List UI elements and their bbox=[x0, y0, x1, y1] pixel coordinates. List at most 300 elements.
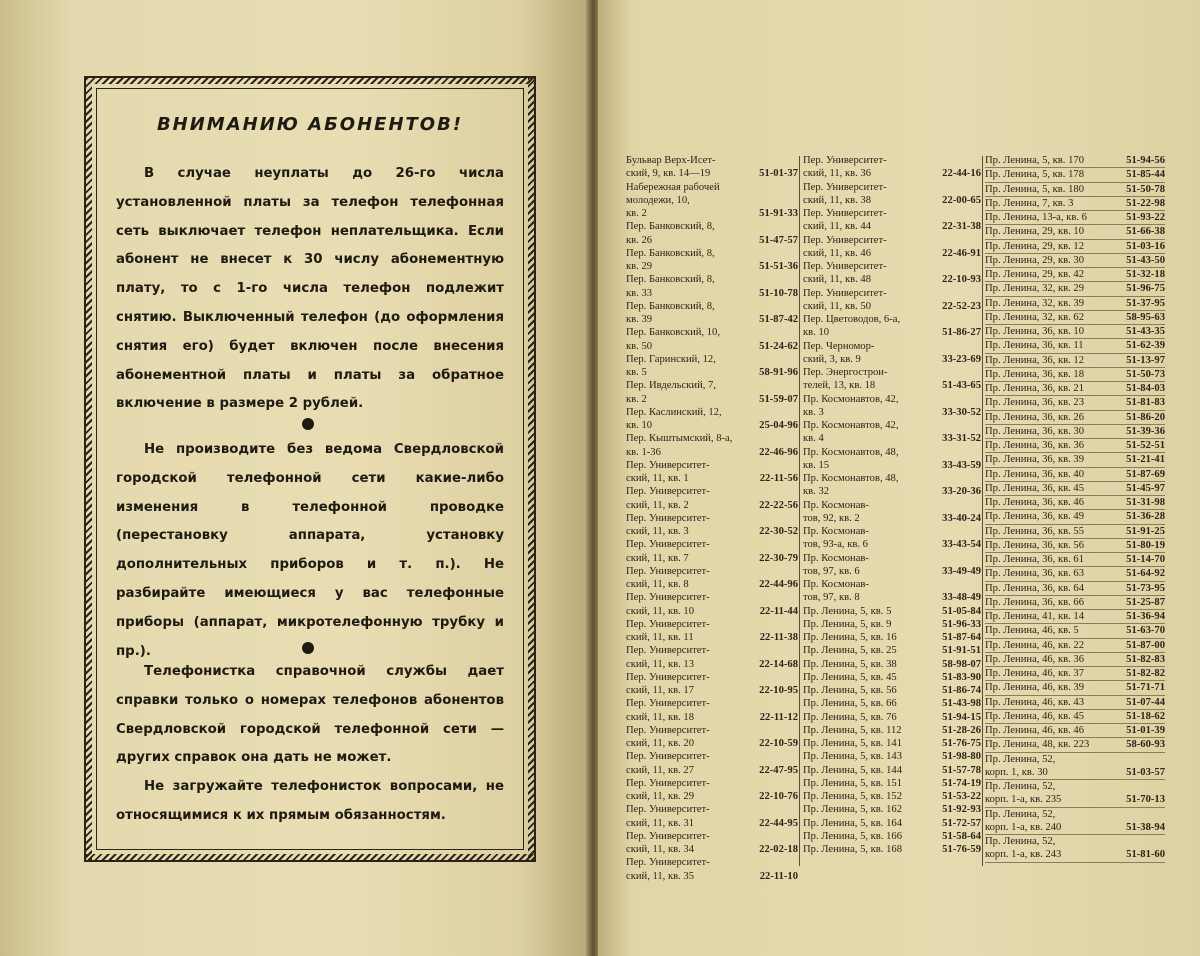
entry-phone-number: 51-94-56 bbox=[1126, 155, 1165, 166]
entry-address: Пр. Ленина, 5, кв. 152 bbox=[803, 791, 902, 802]
entry-address: Пр. Ленина, 52, корп. 1-а, кв. 240 bbox=[985, 808, 1062, 833]
entry-address: Пр. Ленина, 36, кв. 61 bbox=[985, 554, 1084, 565]
directory-entry bbox=[985, 696, 1165, 710]
entry-phone-number: 22-10-76 bbox=[759, 791, 798, 802]
notice-paragraph-operators: Не загружайте телефонисток вопросами, не относящимися к их прямым обязанностям. bbox=[116, 779, 504, 823]
entry-phone-number: 51-82-83 bbox=[1126, 653, 1165, 665]
directory-column-3 bbox=[985, 154, 1165, 863]
entry-phone-number: 51-39-36 bbox=[1126, 425, 1165, 437]
entry-address: Пр. Ленина, 36, кв. 36 bbox=[985, 440, 1084, 451]
directory-entry bbox=[626, 644, 798, 671]
entry-phone-number: 51-82-82 bbox=[1126, 668, 1165, 679]
entry-phone-number: 58-60-93 bbox=[1126, 739, 1165, 751]
entry-address: Пр. Ленина, 5, кв. 151 bbox=[803, 777, 902, 789]
directory-entry bbox=[985, 425, 1165, 439]
directory-entry bbox=[985, 510, 1165, 524]
entry-address: Пр. Ленина, 5, кв. 141 bbox=[803, 738, 902, 749]
directory-entry bbox=[985, 411, 1165, 425]
directory-entry bbox=[626, 803, 798, 830]
directory-entry bbox=[985, 724, 1165, 738]
directory-entry bbox=[803, 764, 981, 777]
entry-address: Пр. Ленина, 52, корп. 1-а, кв. 243 bbox=[985, 836, 1062, 861]
border-ornament-right bbox=[528, 78, 534, 860]
directory-entry bbox=[626, 247, 798, 274]
entry-address: Пр. Ленина, 32, кв. 29 bbox=[985, 283, 1084, 295]
directory-entry bbox=[803, 419, 981, 446]
entry-address: Пр. Ленина, 5, кв. 144 bbox=[803, 764, 902, 776]
notice-paragraph-payment: В случае неуплаты до 26-го числа установленной платы за телефон телефонная сеть выключает телефон неплательщика. Если абонент не внесет к 30 числу абонементную плату, то с 1-го числа телефон подлежит снятию. Выключенный телефон (до оформления снятия его) будет включен после внесения абонементной платы и платы за обратное включение в размере 2 рублей. bbox=[116, 166, 504, 412]
entry-phone-number: 51-76-75 bbox=[942, 738, 981, 749]
entry-address: Пр. Ленина, 46, кв. 36 bbox=[985, 653, 1084, 665]
entry-address: Пер. Университет- ский, 11, кв. 18 bbox=[626, 698, 710, 723]
directory-column-1 bbox=[626, 154, 798, 883]
directory-entry bbox=[985, 311, 1165, 325]
entry-address: Пр. Ленина, 29, кв. 10 bbox=[985, 226, 1084, 238]
directory-entry bbox=[803, 644, 981, 657]
entry-address: Пер. Банковский, 8, кв. 33 bbox=[626, 274, 715, 299]
directory-entry bbox=[985, 553, 1165, 567]
entry-phone-number: 22-11-44 bbox=[759, 605, 798, 617]
entry-phone-number: 22-10-95 bbox=[759, 685, 798, 696]
column-divider bbox=[799, 156, 800, 866]
entry-address: Пер. Университет- ский, 11, кв. 27 bbox=[626, 751, 710, 776]
entry-address: Пр. Ленина, 5, кв. 168 bbox=[803, 844, 902, 855]
entry-phone-number: 51-85-44 bbox=[1126, 169, 1165, 181]
entry-phone-number: 33-48-49 bbox=[942, 592, 981, 604]
entry-address: Пр. Ленина, 36, кв. 55 bbox=[985, 525, 1084, 537]
entry-address: Пр. Ленина, 52, корп. 1-а, кв. 235 bbox=[985, 781, 1062, 806]
entry-phone-number: 51-93-22 bbox=[1126, 212, 1165, 223]
directory-entry bbox=[985, 567, 1165, 581]
entry-address: Пер. Банковский, 10, кв. 50 bbox=[626, 327, 720, 352]
entry-address: Пр. Ленина, 5, кв. 45 bbox=[803, 671, 897, 683]
directory-entry bbox=[626, 856, 798, 883]
entry-address: Пр. Ленина, 5, кв. 180 bbox=[985, 183, 1084, 195]
entry-phone-number: 51-63-70 bbox=[1126, 625, 1165, 637]
directory-entry bbox=[985, 808, 1165, 836]
entry-phone-number: 51-10-78 bbox=[759, 287, 798, 299]
directory-entry bbox=[803, 234, 981, 261]
entry-phone-number: 22-14-68 bbox=[759, 658, 798, 670]
entry-phone-number: 51-43-50 bbox=[1126, 254, 1165, 266]
entry-phone-number: 22-30-52 bbox=[759, 526, 798, 537]
directory-entry bbox=[803, 618, 981, 631]
directory-entry bbox=[626, 671, 798, 698]
directory-entry bbox=[803, 207, 981, 234]
entry-phone-number: 51-03-57 bbox=[1126, 766, 1165, 778]
entry-address: Пер. Университет- ский, 11, кв. 10 bbox=[626, 592, 710, 617]
entry-phone-number: 51-07-44 bbox=[1126, 696, 1165, 708]
entry-phone-number: 51-47-57 bbox=[759, 234, 798, 246]
entry-address: Пер. Университет- ский, 11, кв. 7 bbox=[626, 539, 710, 564]
entry-address: Пер. Университет- ский, 11, кв. 36 bbox=[803, 155, 887, 180]
entry-address: Пер. Университет- ский, 11, кв. 11 bbox=[626, 618, 710, 643]
directory-entry bbox=[803, 525, 981, 552]
directory-entry bbox=[985, 780, 1165, 808]
entry-phone-number: 22-44-95 bbox=[759, 817, 798, 829]
entry-address: Пр. Космонав- тов, 92, кв. 2 bbox=[803, 499, 869, 524]
notice-paragraph-inquiry: Телефонистка справочной службы дает справки только о номерах телефонов абонентов Свердловской городской телефонной сети — других справок она дать не может. bbox=[116, 664, 504, 766]
entry-address: Пер. Гаринский, 12, кв. 5 bbox=[626, 353, 716, 378]
entry-address: Пр. Ленина, 32, кв. 39 bbox=[985, 297, 1084, 309]
directory-entry bbox=[626, 154, 798, 181]
directory-entry bbox=[985, 382, 1165, 396]
directory-entry bbox=[985, 525, 1165, 539]
entry-phone-number: 51-58-64 bbox=[942, 830, 981, 842]
entry-phone-number: 51-84-03 bbox=[1126, 383, 1165, 394]
entry-address: Пер. Каслинский, 12, кв. 10 bbox=[626, 406, 722, 431]
bullet-dot-icon bbox=[302, 418, 314, 430]
entry-address: Пр. Ленина, 48, кв. 223 bbox=[985, 739, 1090, 751]
entry-phone-number: 51-05-84 bbox=[942, 605, 981, 617]
directory-entry bbox=[626, 220, 798, 247]
entry-address: Пер. Университет- ский, 11, кв. 1 bbox=[626, 459, 710, 484]
directory-entry bbox=[803, 366, 981, 393]
directory-entry bbox=[985, 325, 1165, 339]
entry-phone-number: 51-62-39 bbox=[1126, 340, 1165, 352]
directory-entry bbox=[985, 482, 1165, 496]
entry-address: Бульвар Верх-Исет- ский, 9, кв. 14—19 bbox=[626, 155, 716, 180]
entry-address: Пр. Ленина, 5, кв. 16 bbox=[803, 632, 897, 643]
entry-phone-number: 51-31-98 bbox=[1126, 497, 1165, 508]
entry-phone-number: 33-49-49 bbox=[942, 565, 981, 577]
entry-address: Пр. Ленина, 36, кв. 26 bbox=[985, 411, 1084, 423]
entry-phone-number: 33-30-52 bbox=[942, 406, 981, 418]
entry-phone-number: 22-31-38 bbox=[942, 221, 981, 233]
entry-address: Пер. Университет- ский, 11, кв. 8 bbox=[626, 565, 710, 590]
directory-entry bbox=[985, 268, 1165, 282]
directory-entry bbox=[803, 750, 981, 763]
entry-phone-number: 51-91-51 bbox=[942, 645, 981, 657]
entry-address: Пр. Космонав- тов, 93-а, кв. 6 bbox=[803, 526, 869, 551]
entry-address: Пр. Ленина, 5, кв. 25 bbox=[803, 645, 897, 657]
entry-phone-number: 51-73-95 bbox=[1126, 582, 1165, 594]
entry-address: Пер. Университет- ский, 11, кв. 20 bbox=[626, 724, 710, 749]
directory-entry bbox=[985, 468, 1165, 482]
entry-phone-number: 51-43-35 bbox=[1126, 326, 1165, 337]
entry-phone-number: 51-76-59 bbox=[942, 844, 981, 855]
entry-phone-number: 51-96-75 bbox=[1126, 283, 1165, 295]
entry-address: Пер. Университет- ский, 11, кв. 48 bbox=[803, 261, 887, 286]
entry-address: Пер. Банковский, 8, кв. 39 bbox=[626, 300, 715, 325]
entry-address: Пр. Ленина, 36, кв. 63 bbox=[985, 568, 1084, 580]
entry-address: Пр. Ленина, 46, кв. 39 bbox=[985, 682, 1084, 694]
entry-address: Пер. Цветоводов, 6-а, кв. 10 bbox=[803, 314, 901, 339]
entry-address: Пр. Ленина, 36, кв. 64 bbox=[985, 582, 1084, 594]
notice-paragraph-wiring: Не производите без ведома Свердловской городской телефонной сети какие-либо изменения в телефонной проводке (перестановку аппарата, установку дополнительных приборов и т. п.). Не разбирайте имеющиеся у вас телефонные приборы (аппарат, микротелефонную трубку и пр.). bbox=[116, 442, 504, 659]
entry-phone-number: 22-10-93 bbox=[942, 274, 981, 286]
entry-address: Пр. Ленина, 29, кв. 12 bbox=[985, 240, 1084, 252]
entry-phone-number: 51-86-20 bbox=[1126, 411, 1165, 423]
directory-entry bbox=[803, 340, 981, 367]
entry-address: Пр. Ленина, 46, кв. 22 bbox=[985, 639, 1084, 651]
entry-phone-number: 25-04-96 bbox=[759, 420, 798, 431]
border-ornament-bottom bbox=[86, 854, 534, 860]
entry-phone-number: 51-18-62 bbox=[1126, 710, 1165, 722]
entry-address: Пр. Ленина, 36, кв. 45 bbox=[985, 482, 1084, 494]
entry-phone-number: 51-43-98 bbox=[942, 698, 981, 710]
entry-phone-number: 51-81-60 bbox=[1126, 849, 1165, 861]
entry-phone-number: 51-36-94 bbox=[1126, 611, 1165, 622]
entry-address: Пр. Ленина, 46, кв. 46 bbox=[985, 725, 1084, 736]
entry-phone-number: 33-43-59 bbox=[942, 459, 981, 471]
entry-address: Пер. Университет- ский, 11, кв. 46 bbox=[803, 234, 887, 259]
entry-phone-number: 22-47-95 bbox=[759, 764, 798, 776]
entry-address: Пр. Ленина, 36, кв. 49 bbox=[985, 511, 1084, 523]
entry-address: Пр. Ленина, 32, кв. 62 bbox=[985, 311, 1084, 323]
entry-address: Пр. Ленина, 46, кв. 45 bbox=[985, 710, 1084, 722]
directory-entry bbox=[803, 605, 981, 618]
directory-entry bbox=[626, 830, 798, 857]
entry-phone-number: 51-51-36 bbox=[759, 261, 798, 272]
entry-phone-number: 22-10-59 bbox=[759, 738, 798, 749]
entry-phone-number: 33-31-52 bbox=[942, 433, 981, 445]
notice-title: ВНИМАНИЮ АБОНЕНТОВ! bbox=[156, 114, 464, 135]
entry-address: Пр. Ленина, 29, кв. 30 bbox=[985, 254, 1084, 266]
entry-phone-number: 51-72-57 bbox=[942, 817, 981, 829]
entry-address: Пр. Ленина, 36, кв. 21 bbox=[985, 383, 1084, 394]
entry-address: Пер. Энергострои- телей, 13, кв. 18 bbox=[803, 367, 888, 392]
entry-phone-number: 33-20-36 bbox=[942, 486, 981, 498]
entry-phone-number: 22-30-79 bbox=[759, 552, 798, 564]
entry-phone-number: 22-11-56 bbox=[759, 473, 798, 484]
entry-phone-number: 51-03-16 bbox=[1126, 240, 1165, 252]
directory-entry bbox=[803, 181, 981, 208]
entry-phone-number: 51-24-62 bbox=[759, 340, 798, 352]
directory-entry bbox=[985, 240, 1165, 254]
entry-address: Пр. Ленина, 5, кв. 56 bbox=[803, 685, 897, 696]
directory-entry bbox=[803, 313, 981, 340]
directory-entry bbox=[985, 354, 1165, 368]
entry-address: Пр. Ленина, 5, кв. 5 bbox=[803, 605, 892, 617]
entry-address: Пр. Ленина, 5, кв. 170 bbox=[985, 155, 1084, 166]
directory-entry bbox=[985, 197, 1165, 211]
directory-entry bbox=[985, 225, 1165, 239]
entry-phone-number: 22-00-65 bbox=[942, 194, 981, 206]
entry-address: Пр. Ленина, 5, кв. 112 bbox=[803, 724, 902, 736]
entry-phone-number: 22-11-38 bbox=[759, 632, 798, 643]
entry-address: Пр. Космонавтов, 48, кв. 32 bbox=[803, 473, 899, 498]
entry-phone-number: 51-91-33 bbox=[759, 208, 798, 219]
directory-entry bbox=[803, 552, 981, 579]
directory-entry bbox=[985, 211, 1165, 225]
entry-address: Пр. Ленина, 5, кв. 38 bbox=[803, 658, 897, 670]
entry-address: Пр. Ленина, 36, кв. 23 bbox=[985, 397, 1084, 409]
entry-phone-number: 51-28-26 bbox=[942, 724, 981, 736]
directory-entry bbox=[803, 154, 981, 181]
entry-address: Пер. Ивдельский, 7, кв. 2 bbox=[626, 380, 716, 405]
entry-phone-number: 22-02-18 bbox=[759, 844, 798, 855]
directory-entry bbox=[803, 830, 981, 843]
directory-entry bbox=[803, 287, 981, 314]
entry-phone-number: 51-74-19 bbox=[942, 777, 981, 789]
entry-phone-number: 51-36-28 bbox=[1126, 511, 1165, 523]
entry-address: Пр. Ленина, 36, кв. 30 bbox=[985, 425, 1084, 437]
directory-entry bbox=[803, 711, 981, 724]
entry-address: Пр. Космонав- тов, 97, кв. 6 bbox=[803, 552, 869, 577]
entry-address: Пер. Черномор- ский, 3, кв. 9 bbox=[803, 340, 875, 365]
entry-address: Пер. Университет- ский, 11, кв. 44 bbox=[803, 208, 887, 233]
directory-entry bbox=[626, 697, 798, 724]
entry-phone-number: 51-01-37 bbox=[759, 168, 798, 180]
entry-phone-number: 51-66-38 bbox=[1126, 226, 1165, 238]
entry-address: Пер. Банковский, 8, кв. 29 bbox=[626, 247, 715, 272]
directory-entry bbox=[985, 496, 1165, 510]
entry-phone-number: 51-94-15 bbox=[942, 711, 981, 723]
entry-phone-number: 51-53-22 bbox=[942, 791, 981, 802]
entry-address: Пр. Космонавтов, 48, кв. 15 bbox=[803, 446, 899, 471]
entry-address: Пер. Кыштымский, 8-а, кв. 1-36 bbox=[626, 433, 733, 458]
directory-entry bbox=[803, 843, 981, 856]
entry-phone-number: 51-50-73 bbox=[1126, 368, 1165, 380]
directory-entry bbox=[803, 724, 981, 737]
entry-address: Пр. Ленина, 5, кв. 76 bbox=[803, 711, 897, 723]
directory-entry bbox=[803, 684, 981, 697]
directory-entry bbox=[803, 631, 981, 644]
border-ornament-top bbox=[86, 78, 534, 84]
entry-address: Пер. Университет- ский, 11, кв. 34 bbox=[626, 830, 710, 855]
entry-phone-number: 51-87-42 bbox=[759, 314, 798, 325]
entry-phone-number: 51-96-33 bbox=[942, 618, 981, 630]
entry-phone-number: 51-83-90 bbox=[942, 671, 981, 683]
directory-entry bbox=[803, 260, 981, 287]
directory-entry bbox=[985, 539, 1165, 553]
directory-entry bbox=[626, 406, 798, 433]
directory-entry bbox=[626, 512, 798, 539]
entry-phone-number: 51-87-00 bbox=[1126, 639, 1165, 651]
entry-phone-number: 22-52-23 bbox=[942, 300, 981, 312]
entry-phone-number: 51-98-80 bbox=[942, 751, 981, 763]
directory-entry bbox=[803, 697, 981, 710]
directory-entry bbox=[985, 710, 1165, 724]
entry-phone-number: 51-70-13 bbox=[1126, 794, 1165, 806]
entry-phone-number: 51-25-87 bbox=[1126, 596, 1165, 608]
directory-entry bbox=[803, 790, 981, 803]
directory-entry bbox=[626, 565, 798, 592]
entry-address: Пр. Ленина, 36, кв. 10 bbox=[985, 326, 1084, 337]
directory-entry bbox=[985, 168, 1165, 182]
entry-address: Пр. Ленина, 36, кв. 11 bbox=[985, 340, 1084, 352]
directory-entry bbox=[626, 353, 798, 380]
entry-phone-number: 58-98-07 bbox=[942, 658, 981, 670]
directory-entry bbox=[985, 183, 1165, 197]
entry-address: Пр. Ленина, 5, кв. 178 bbox=[985, 169, 1084, 181]
entry-phone-number: 51-43-65 bbox=[942, 380, 981, 392]
entry-phone-number: 51-87-64 bbox=[942, 632, 981, 643]
directory-entry bbox=[985, 254, 1165, 268]
entry-address: Пер. Банковский, 8, кв. 26 bbox=[626, 221, 715, 246]
directory-entry bbox=[803, 472, 981, 499]
directory-entry bbox=[803, 499, 981, 526]
directory-entry bbox=[626, 273, 798, 300]
entry-phone-number: 22-44-16 bbox=[942, 168, 981, 180]
bullet-dot-icon bbox=[302, 642, 314, 654]
entry-phone-number: 51-38-94 bbox=[1126, 821, 1165, 833]
entry-phone-number: 51-59-07 bbox=[759, 393, 798, 405]
entry-address: Пр. Ленина, 36, кв. 66 bbox=[985, 596, 1084, 608]
notice-frame bbox=[84, 76, 536, 862]
entry-phone-number: 58-95-63 bbox=[1126, 311, 1165, 323]
entry-phone-number: 51-87-69 bbox=[1126, 468, 1165, 480]
border-ornament-left bbox=[86, 78, 92, 860]
directory-entry bbox=[803, 658, 981, 671]
entry-address: Пр. Ленина, 36, кв. 56 bbox=[985, 539, 1084, 551]
entry-phone-number: 22-11-10 bbox=[759, 870, 798, 882]
entry-address: Пр. Ленина, 46, кв. 37 bbox=[985, 668, 1084, 679]
entry-phone-number: 51-86-27 bbox=[942, 327, 981, 339]
entry-phone-number: 22-22-56 bbox=[759, 499, 798, 511]
entry-address: Пр. Ленина, 36, кв. 39 bbox=[985, 454, 1084, 466]
directory-entry bbox=[803, 578, 981, 605]
directory-entry bbox=[803, 446, 981, 473]
left-page bbox=[0, 0, 590, 956]
entry-address: Пер. Университет- ский, 11, кв. 13 bbox=[626, 645, 710, 670]
entry-address: Пр. Космонав- тов, 97, кв. 8 bbox=[803, 579, 869, 604]
entry-phone-number: 51-21-41 bbox=[1126, 454, 1165, 466]
entry-phone-number: 51-57-78 bbox=[942, 764, 981, 776]
directory-entry bbox=[985, 582, 1165, 596]
entry-phone-number: 22-11-12 bbox=[759, 711, 798, 723]
entry-phone-number: 33-40-24 bbox=[942, 512, 981, 524]
directory-entry bbox=[985, 396, 1165, 410]
entry-address: Пр. Ленина, 36, кв. 40 bbox=[985, 468, 1084, 480]
directory-entry bbox=[985, 753, 1165, 781]
entry-address: Пр. Ленина, 36, кв. 46 bbox=[985, 497, 1084, 508]
directory-entry bbox=[803, 777, 981, 790]
entry-phone-number: 22-46-96 bbox=[759, 446, 798, 458]
entry-address: Пр. Ленина, 29, кв. 42 bbox=[985, 269, 1084, 280]
directory-entry bbox=[985, 596, 1165, 610]
entry-phone-number: 51-13-97 bbox=[1126, 354, 1165, 366]
entry-address: Пер. Университет- ский, 11, кв. 3 bbox=[626, 512, 710, 537]
entry-address: Пр. Ленина, 46, кв. 5 bbox=[985, 625, 1079, 637]
entry-address: Пр. Космонавтов, 42, кв. 4 bbox=[803, 420, 899, 445]
directory-entry bbox=[626, 432, 798, 459]
directory-column-2 bbox=[803, 154, 981, 856]
entry-phone-number: 51-92-93 bbox=[942, 804, 981, 816]
entry-address: Пр. Ленина, 5, кв. 164 bbox=[803, 817, 902, 829]
entry-phone-number: 51-91-25 bbox=[1126, 525, 1165, 537]
entry-phone-number: 51-01-39 bbox=[1126, 725, 1165, 736]
entry-address: Пер. Университет- ский, 11, кв. 2 bbox=[626, 486, 710, 511]
entry-address: Пр. Ленина, 5, кв. 166 bbox=[803, 830, 902, 842]
entry-address: Пер. Университет- ский, 11, кв. 35 bbox=[626, 857, 710, 882]
directory-entry bbox=[985, 368, 1165, 382]
directory-entry bbox=[626, 777, 798, 804]
directory-entry bbox=[985, 453, 1165, 467]
entry-address: Пр. Ленина, 36, кв. 12 bbox=[985, 354, 1084, 366]
directory-entry bbox=[985, 439, 1165, 453]
entry-phone-number: 22-44-96 bbox=[759, 579, 798, 590]
entry-address: Пер. Университет- ский, 11, кв. 17 bbox=[626, 671, 710, 696]
entry-phone-number: 33-43-54 bbox=[942, 539, 981, 551]
entry-address: Пер. Университет- ский, 11, кв. 38 bbox=[803, 181, 887, 206]
directory-entry bbox=[626, 459, 798, 486]
entry-phone-number: 51-52-51 bbox=[1126, 440, 1165, 451]
entry-phone-number: 51-81-83 bbox=[1126, 397, 1165, 409]
directory-entry bbox=[626, 618, 798, 645]
directory-entry bbox=[803, 671, 981, 684]
entry-phone-number: 33-23-69 bbox=[942, 353, 981, 365]
entry-address: Пр. Ленина, 5, кв. 66 bbox=[803, 698, 897, 710]
entry-address: Пр. Ленина, 5, кв. 143 bbox=[803, 751, 902, 763]
entry-address: Пр. Ленина, 5, кв. 9 bbox=[803, 618, 892, 630]
entry-address: Пер. Университет- ский, 11, кв. 31 bbox=[626, 804, 710, 829]
entry-address: Пр. Ленина, 46, кв. 43 bbox=[985, 696, 1084, 708]
entry-phone-number: 51-14-70 bbox=[1126, 554, 1165, 565]
directory-entry bbox=[803, 737, 981, 750]
directory-entry bbox=[985, 738, 1165, 752]
